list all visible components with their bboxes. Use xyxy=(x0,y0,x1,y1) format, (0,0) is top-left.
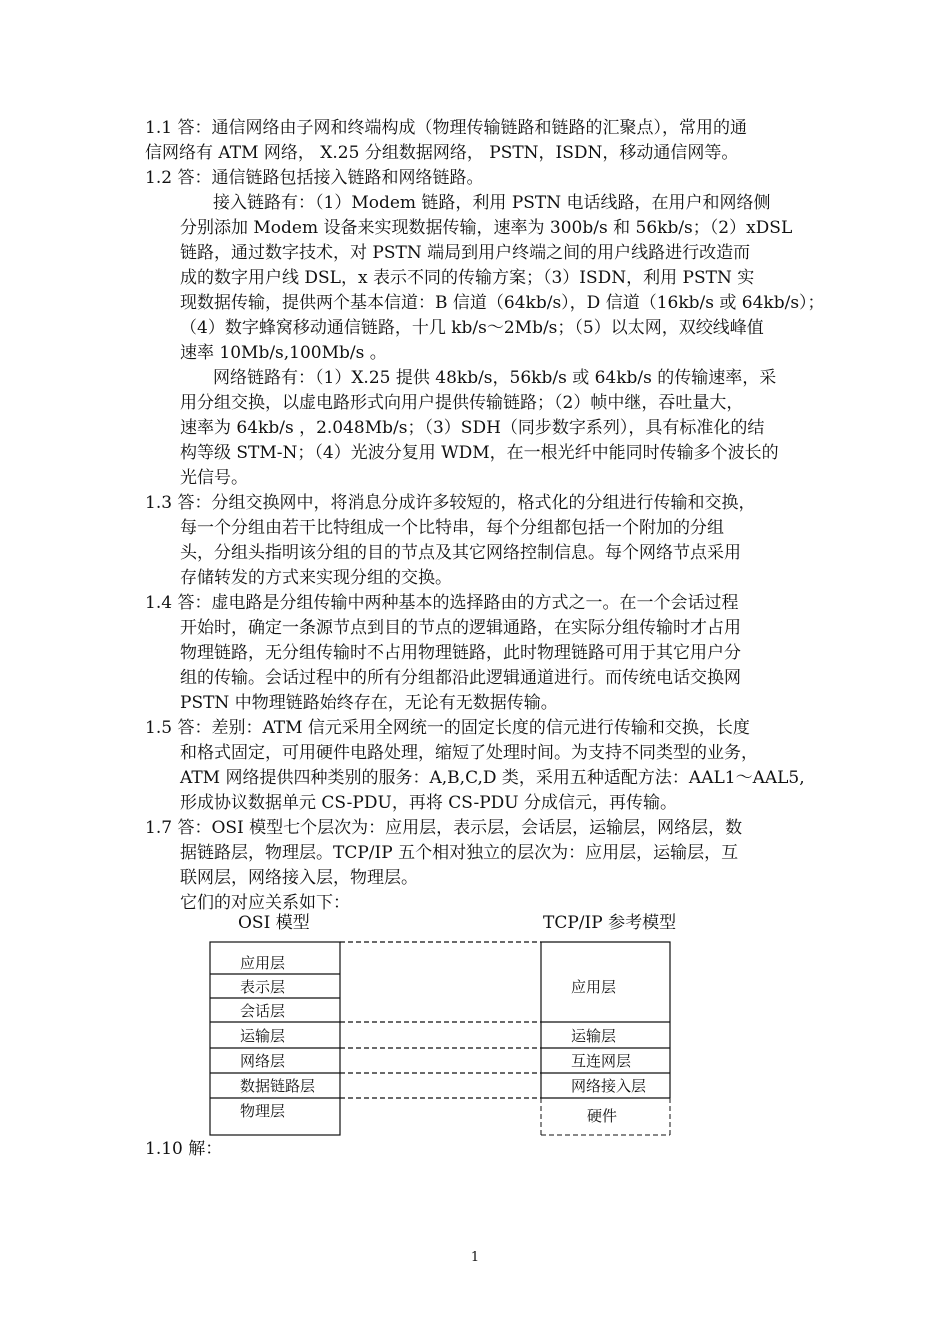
text-line: 成的数字用户线 DSL，x 表示不同的传输方案；（3）ISDN，利用 PSTN 实 xyxy=(180,268,755,288)
text-line: 1.3 答：分组交换网中，将消息分成许多较短的，格式化的分组进行传输和交换， xyxy=(145,493,756,513)
text-line: 1.7 答：OSI 模型七个层次为：应用层，表示层，会话层，运输层，网络层，数 xyxy=(145,818,743,838)
text-line: 速率 10Mb/s,100Mb/s 。 xyxy=(180,343,387,363)
text-line: 1.10 解： xyxy=(145,1139,223,1159)
text-line: 1.5 答：差别：ATM 信元采用全网统一的固定长度的信元进行传输和交换，长度 xyxy=(145,718,750,738)
osi-layer-transport: 运输层 xyxy=(240,1027,286,1045)
mapping-dashed-lines xyxy=(340,942,541,1098)
text-line: 链路，通过数字技术，对 PSTN 端局到用户终端之间的用户线路进行改造而 xyxy=(180,243,751,263)
text-line: 1.4 答：虚电路是分组传输中两种基本的选择路由的方式之一。在一个会话过程 xyxy=(145,593,739,613)
text-line: 分别添加 Modem 设备来实现数据传输，速率为 300b/s 和 56kb/s；（2）xDSL xyxy=(180,218,793,238)
text-line: 1.1 答：通信网络由子网和终端构成（物理传输链路和链路的汇聚点），常用的通 xyxy=(145,118,747,138)
text-line: 网络链路有：（1）X.25 提供 48kb/s，56kb/s 或 64kb/s 的传输速率，采 xyxy=(213,368,777,388)
text-line: 物理链路，无分组传输时不占用物理链路，此时物理链路可用于其它用户分 xyxy=(180,643,741,663)
text-line: 现数据传输，提供两个基本信道：B 信道（64kb/s），D 信道（16kb/s 或 64kb/s）； xyxy=(180,293,825,313)
tcpip-layer-network-access: 网络接入层 xyxy=(571,1077,647,1095)
text-line: ATM 网络提供四种类别的服务：A,B,C,D 类，采用五种适配方法：AAL1～AAL5, xyxy=(180,768,805,788)
osi-layer-presentation: 表示层 xyxy=(240,978,286,996)
text-line: 用分组交换，以虚电路形式向用户提供传输链路；（2）帧中继，吞吐量大， xyxy=(180,393,744,413)
tcpip-layer-internet: 互连网层 xyxy=(571,1052,632,1070)
text-line: 联网层，网络接入层，物理层。 xyxy=(180,868,418,888)
text-line: 组的传输。会话过程中的所有分组都沿此逻辑通道进行。而传统电话交换网 xyxy=(180,668,741,688)
text-line: 和格式固定，可用硬件电路处理，缩短了处理时间。为支持不同类型的业务， xyxy=(180,743,758,763)
text-line: 光信号。 xyxy=(180,468,248,488)
text-line: 存储转发的方式来实现分组的交换。 xyxy=(180,568,452,588)
tcpip-layer-transport: 运输层 xyxy=(571,1027,617,1045)
osi-layer-session: 会话层 xyxy=(240,1002,286,1020)
osi-layer-application: 应用层 xyxy=(240,954,286,972)
text-line: PSTN 中物理链路始终存在，无论有无数据传输。 xyxy=(180,693,558,713)
text-line: 每一个分组由若干比特组成一个比特串，每个分组都包括一个附加的分组 xyxy=(180,518,724,538)
text-line: 形成协议数据单元 CS-PDU，再将 CS-PDU 分成信元，再传输。 xyxy=(180,793,678,813)
osi-layer-physical: 物理层 xyxy=(240,1102,286,1120)
text-line: 它们的对应关系如下： xyxy=(180,893,350,913)
text-line: 信网络有 ATM 网络， X.25 分组数据网络， PSTN，ISDN，移动通信网等。 xyxy=(145,143,739,163)
tcpip-box xyxy=(541,942,670,1098)
tcpip-layer-application: 应用层 xyxy=(571,978,617,996)
osi-layer-network: 网络层 xyxy=(240,1052,286,1070)
tcpip-layer-hardware: 硬件 xyxy=(587,1107,618,1125)
text-line: 据链路层，物理层。TCP/IP 五个相对独立的层次为：应用层，运输层，互 xyxy=(180,843,739,863)
osi-model-title: OSI 模型 xyxy=(238,913,310,933)
text-line: （4）数字蜂窝移动通信链路，十几 kb/s～2Mb/s；（5）以太网，双绞线峰值 xyxy=(180,318,764,338)
osi-layer-datalink: 数据链路层 xyxy=(240,1077,316,1095)
text-line: 构等级 STM-N；（4）光波分复用 WDM，在一根光纤中能同时传输多个波长的 xyxy=(180,443,779,463)
tcpip-model-title: TCP/IP 参考模型 xyxy=(543,913,677,933)
text-line: 接入链路有：（1）Modem 链路，利用 PSTN 电话线路，在用户和网络侧 xyxy=(213,193,771,213)
text-line: 1.2 答：通信链路包括接入链路和网络链路。 xyxy=(145,168,484,188)
text-line: 速率为 64kb/s ，2.048Mb/s；（3）SDH（同步数字系列），具有标准化的结 xyxy=(180,418,765,438)
page-number: 1 xyxy=(470,1250,480,1265)
text-line: 头，分组头指明该分组的目的节点及其它网络控制信息。每个网络节点采用 xyxy=(180,543,741,563)
text-line: 开始时，确定一条源节点到目的节点的逻辑通路，在实际分组传输时才占用 xyxy=(180,618,741,638)
